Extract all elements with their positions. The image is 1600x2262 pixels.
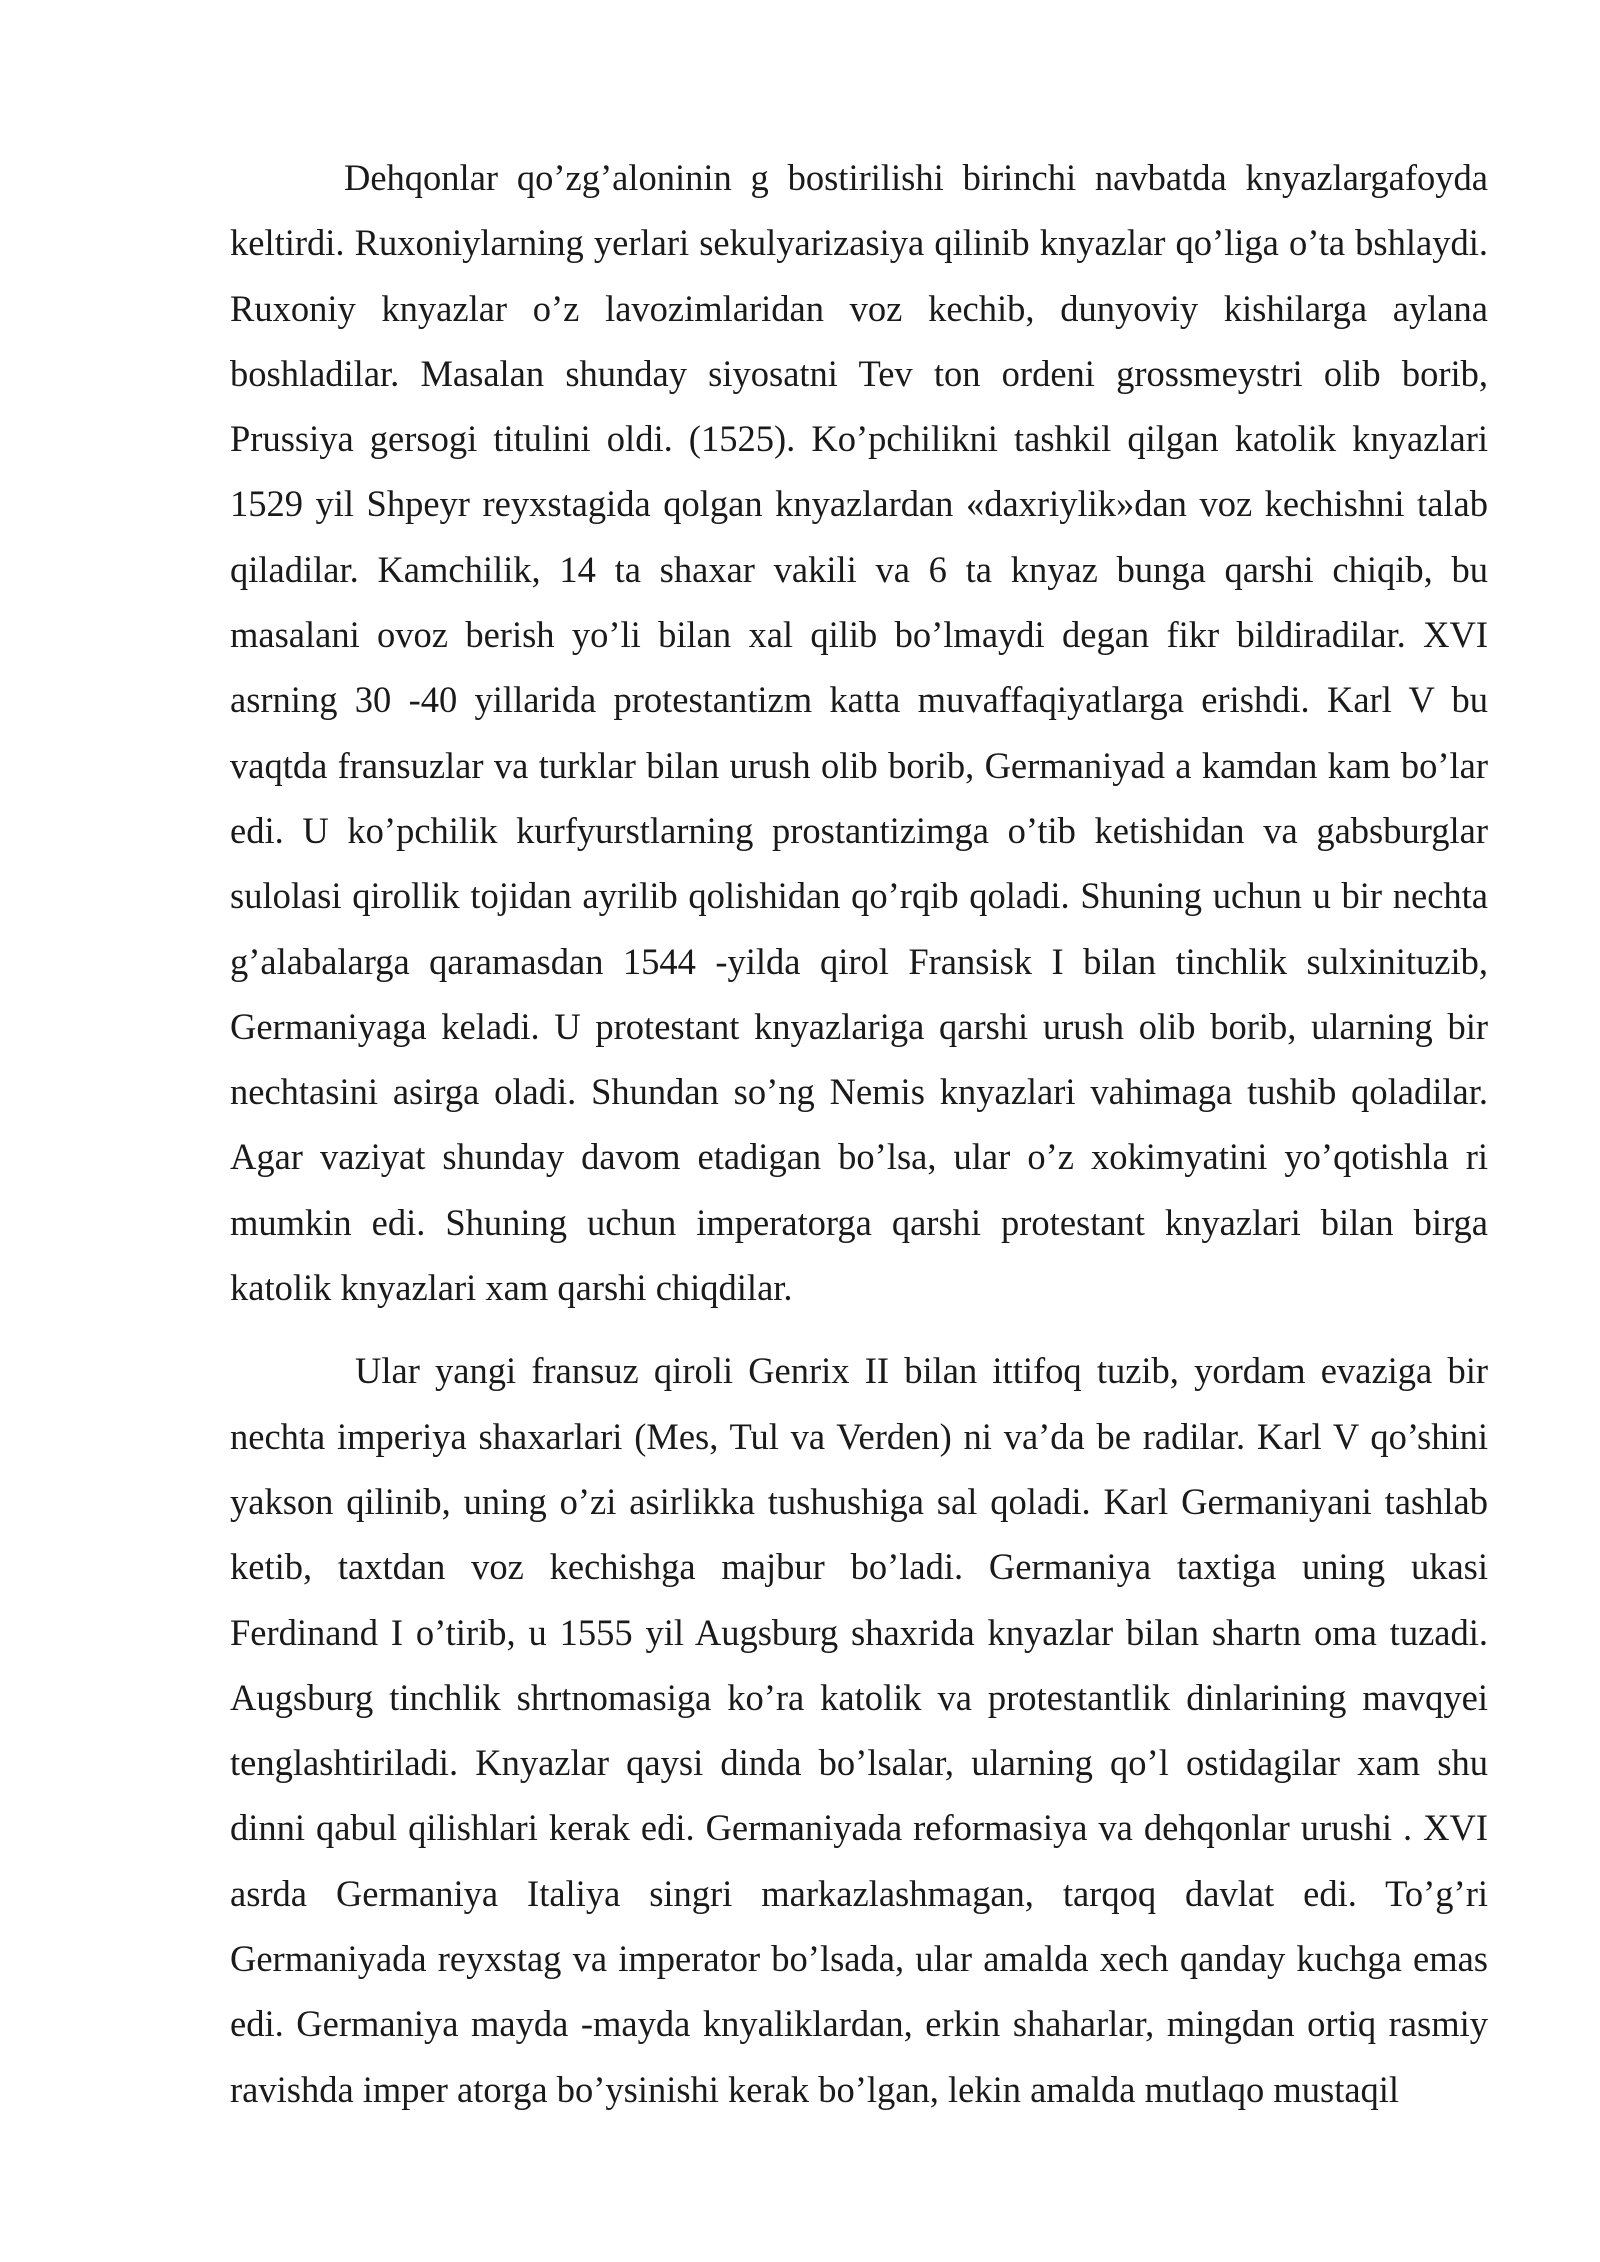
paragraph-1: Dehqonlar qo’zg’aloninin g bostirilishi birinchi navbatda knyazlargafoyda keltirdi. Ruxoniylarning yerlari sekulyarizasiya qilinib knyazlar qo’liga o’ta bshlaydi. Ruxoniy knyazlar o’z lavozimlaridan voz kechib, dunyoviy kishilarga aylana boshladilar. Masalan shunday siyosatni Tev ton ordeni grossmeystri olib borib, Prussiya gersogi titulini oldi. (1525). Ko’pchilikni tashkil qilgan katolik knyazlari 1529 yil Shpeyr reyxstagida qolgan knyazlardan «daxriylik»dan voz kechishni talab qiladilar. Kamchilik, 14 ta shaxar vakili va 6 ta knyaz bunga qarshi chiqib, bu masalani ovoz berish yo’li bilan xal qilib bo’lmaydi degan fikr bildiradilar. XVI asrning 30 -40 yillarida protestantizm katta muvaffaqiyatlarga erishdi. Karl V bu vaqtda fransuzlar va turklar bilan urush olib borib, Germaniyad a kamdan kam bo’lar edi. U ko’pchilik kurfyurstlarning prostantizimga o’tib ketishidan va gabsburglar sulolasi qirollik tojidan ayrilib qolishidan qo’rqib qoladi. Shuning uchun u bir nechta g’alabalarga qaramasdan 1544 -yilda qirol Fransisk I bilan tinchlik sulxinituzib, Germaniyaga keladi. U protestant knyazlariga qarshi urush olib borib, ularning bir nechtasini asirga oladi. Shundan so’ng Nemis knyazlari vahimaga tushib qoladilar. Agar vaziyat shunday davom etadigan bo’lsa, ular o’z xokimyatini yo’qotishla ri mumkin edi. Shuning uchun imperatorga qarshi protestant knyazlari bilan birga katolik knyazlari xam qarshi chiqdilar. (230, 157, 1488, 1309)
body-text (230, 145, 1488, 2122)
paragraph-2: Ular yangi fransuz qiroli Genrix II bilan ittifoq tuzib, yordam evaziga bir nechta imperiya shaxarlari (Mes, Tul va Verden) ni va’da be radilar. Karl V qo’shini yakson qilinib, uning o’zi asirlikka tushushiga sal qoladi. Karl Germaniyani tashlab ketib, taxtdan voz kechishga majbur bo’ladi. Germaniya taxtiga uning ukasi Ferdinand I o’tirib, u 1555 yil Augsburg shaxrida knyazlar bilan shartn oma tuzadi. Augsburg tinchlik shrtnomasiga ko’ra katolik va protestantlik dinlarining mavqyei tenglashtiriladi. Knyazlar qaysi dinda bo’lsalar, ularning qo’l ostidagilar xam shu dinni qabul qilishlari kerak edi. Germaniyada reformasiya va dehqonlar urushi . XVI asrda Germaniya Italiya singri markazlashmagan, tarqoq davlat edi. To’g’ri Germaniyada reyxstag va imperator bo’lsada, ular amalda xech qanday kuchga emas edi. Germaniya mayda -mayda knyaliklardan, erkin shaharlar, mingdan ortiq rasmiy ravishda imper atorga bo’ysinishi kerak bo’lgan, lekin amalda mutlaqo mustaqil (230, 1350, 1488, 2110)
